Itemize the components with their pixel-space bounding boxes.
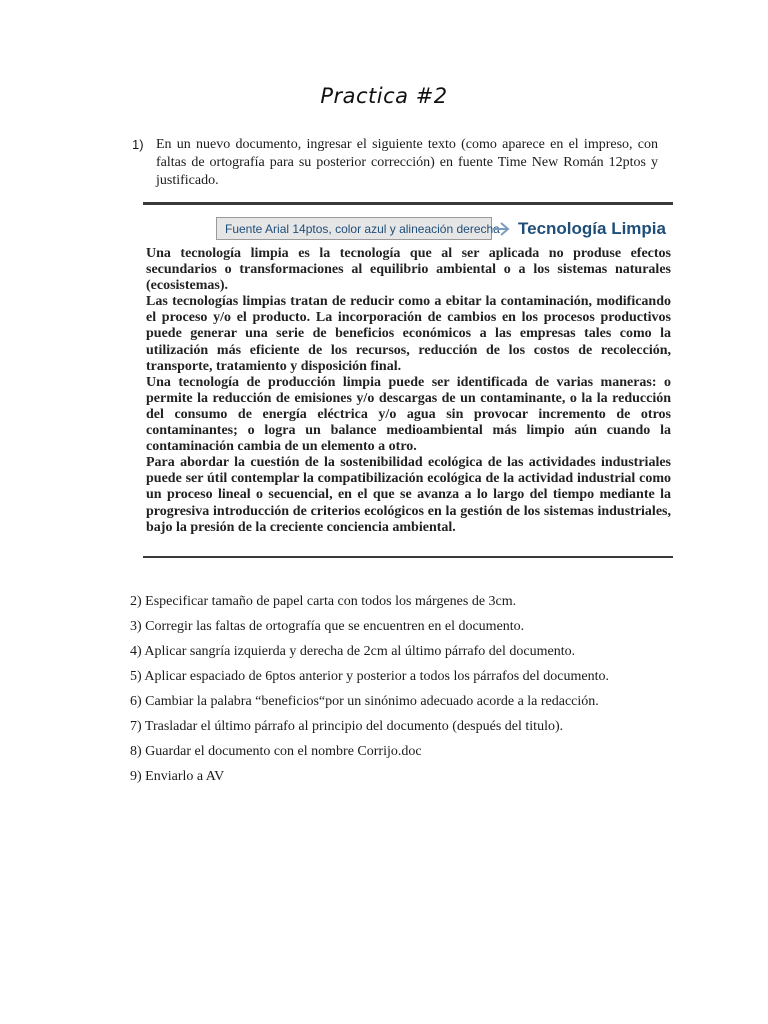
- instruction-step: 6) Cambiar la palabra “beneficios“por un sinónimo adecuado acorde a la redacción.: [130, 694, 599, 709]
- instruction-step: 4) Aplicar sangría izquierda y derecha de 2cm al último párrafo del documento.: [130, 644, 576, 659]
- page-title: Practica #2: [320, 84, 448, 108]
- figure-heading: Tecnología Limpia: [518, 219, 666, 238]
- instruction-text: En un nuevo documento, ingresar el siguiente texto (como aparece en el impreso, con faltas de ortografía para su posterior corrección) en fuente Time New Román 12ptos y justificado.: [156, 137, 658, 188]
- instruction-step: 5) Aplicar espaciado de 6ptos anterior y posterior a todos los párrafos del documento.: [130, 669, 609, 684]
- instruction-list: [130, 589, 690, 789]
- format-callout: Fuente Arial 14ptos, color azul y alineación derecha: [216, 217, 492, 240]
- instruction-step: 9) Enviarlo a AV: [130, 769, 225, 784]
- instruction-step: 2) Especificar tamaño de papel carta con todos los márgenes de 3cm.: [130, 594, 517, 609]
- instruction-1: [132, 136, 658, 190]
- instruction-number: 1): [132, 137, 144, 152]
- figure-paragraph: Una tecnología de producción limpia puede ser identificada de varias maneras: o permite la reducción de emisiones y/o descargas de un contaminante, o la la reducción del consumo de energía eléctrica y/o agua sin provocar incremento de otros contaminantes; o logra un balance medioambiental más limpio aún cuando la contaminación cambia de un elemento a otro.: [146, 374, 671, 455]
- figure-paragraph: Las tecnologías limpias tratan de reducir como a ebitar la contaminación, modificando el proceso y/o el producto. La incorporación de cambios en los procesos productivos puede generar una serie de beneficios económicos a las empresas tales como la utilización más eficiente de los recursos, reducción de los costos de recolección, transporte, tratamiento y disposición final.: [146, 294, 671, 374]
- instruction-step: 8) Guardar el documento con el nombre Corrijo.doc: [130, 744, 422, 759]
- top-divider: [143, 202, 673, 205]
- figure-body: [146, 246, 671, 536]
- figure-paragraph: Para abordar la cuestión de la sostenibilidad ecológica de las actividades industriales puede ser útil contemplar la compatibilización ecológica de la actividad industrial como un proceso lineal o secuencial, en el que se avanza a lo largo del tiempo mediante la progresiva introducción de criterios ecológicos en la gestión de los sistemas industriales, bajo la presión de la creciente conciencia ambiental.: [146, 455, 671, 535]
- instruction-step: 7) Trasladar el último párrafo al principio del documento (después del titulo).: [130, 719, 564, 734]
- bottom-divider: [143, 556, 673, 558]
- arrow-right-icon: [492, 219, 514, 239]
- figure-paragraph: Una tecnología limpia es la tecnología que al ser aplicada no produse efectos secundarios o transformaciones al equilibrio ambiental o a los sistemas naturales (ecosistemas).: [146, 246, 671, 294]
- instruction-step: 3) Corregir las faltas de ortografía que se encuentren en el documento.: [130, 619, 525, 634]
- sample-text-figure: [143, 202, 673, 560]
